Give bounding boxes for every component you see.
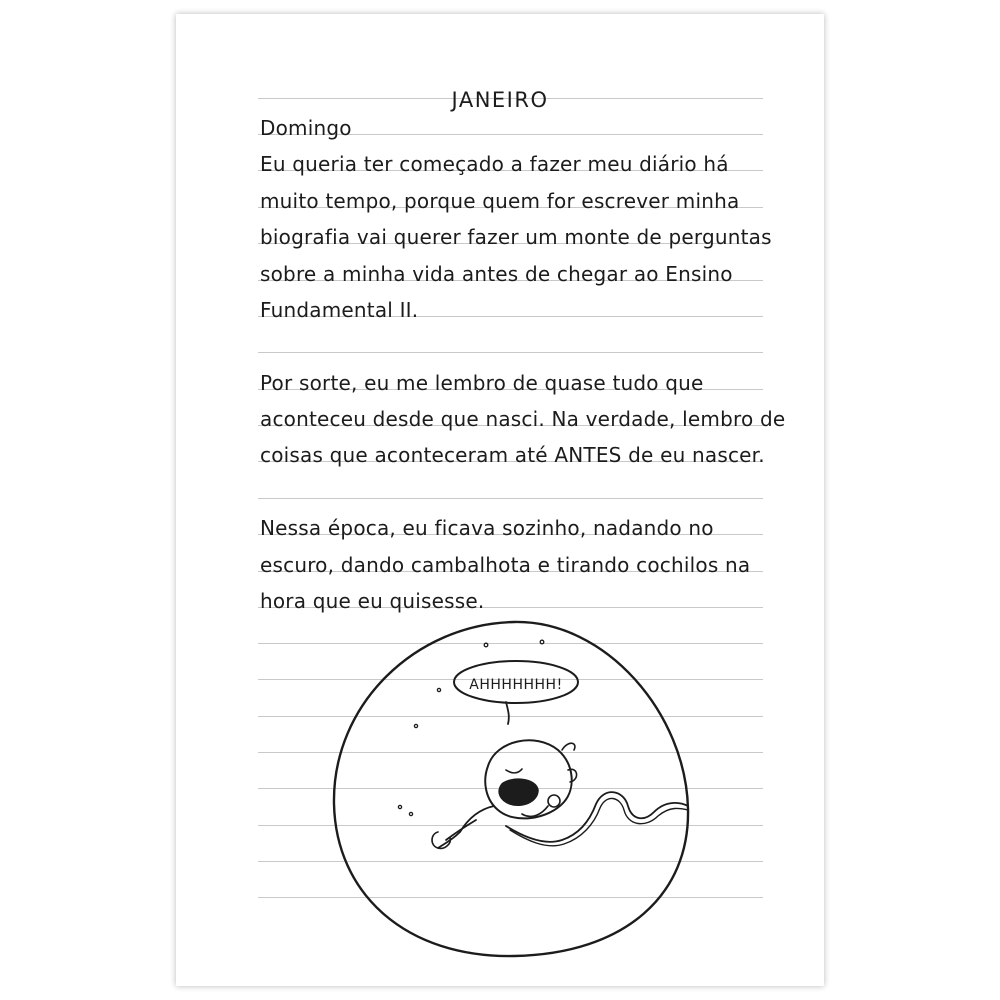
diary-line: Por sorte, eu me lembro de quase tudo que [260,371,704,395]
bubble-dot [484,643,488,647]
diary-line: Nessa época, eu ficava sozinho, nadando no [260,516,714,540]
diary-page [176,14,824,986]
diary-line: biografia vai querer fazer um monte de perguntas [260,225,772,249]
bubble-dot [409,812,412,815]
diary-line: aconteceu desde que nasci. Na verdade, lembro de [260,407,786,431]
bubble-dot [414,724,417,727]
speech-text: AHHHHHHH! [469,677,563,693]
day-heading: Domingo [260,116,352,140]
diary-line: muito tempo, porque quem for escrever minha [260,189,740,213]
diary-line: Eu queria ter começado a fazer meu diário há [260,152,729,176]
diary-line: escuro, dando cambalhota e tirando cochilos na [260,553,751,577]
bubble-dot [540,640,544,644]
bubble-dot [398,805,401,808]
baby-hair [562,743,575,750]
baby-head [485,740,571,818]
baby-leg [446,820,476,840]
baby-hand [548,795,560,807]
baby-eye [506,769,522,773]
bubble-dot [437,688,440,691]
womb-illustration [176,14,824,986]
diary-line: hora que eu quisesse. [260,589,485,613]
baby-mouth [499,779,538,805]
speech-bubble-tail [506,702,509,724]
diary-line: Fundamental II. [260,298,419,322]
month-heading: JANEIRO [451,88,549,112]
diary-line: coisas que aconteceram até ANTES de eu nascer. [260,443,765,467]
diary-line: sobre a minha vida antes de chegar ao Ensino [260,262,733,286]
